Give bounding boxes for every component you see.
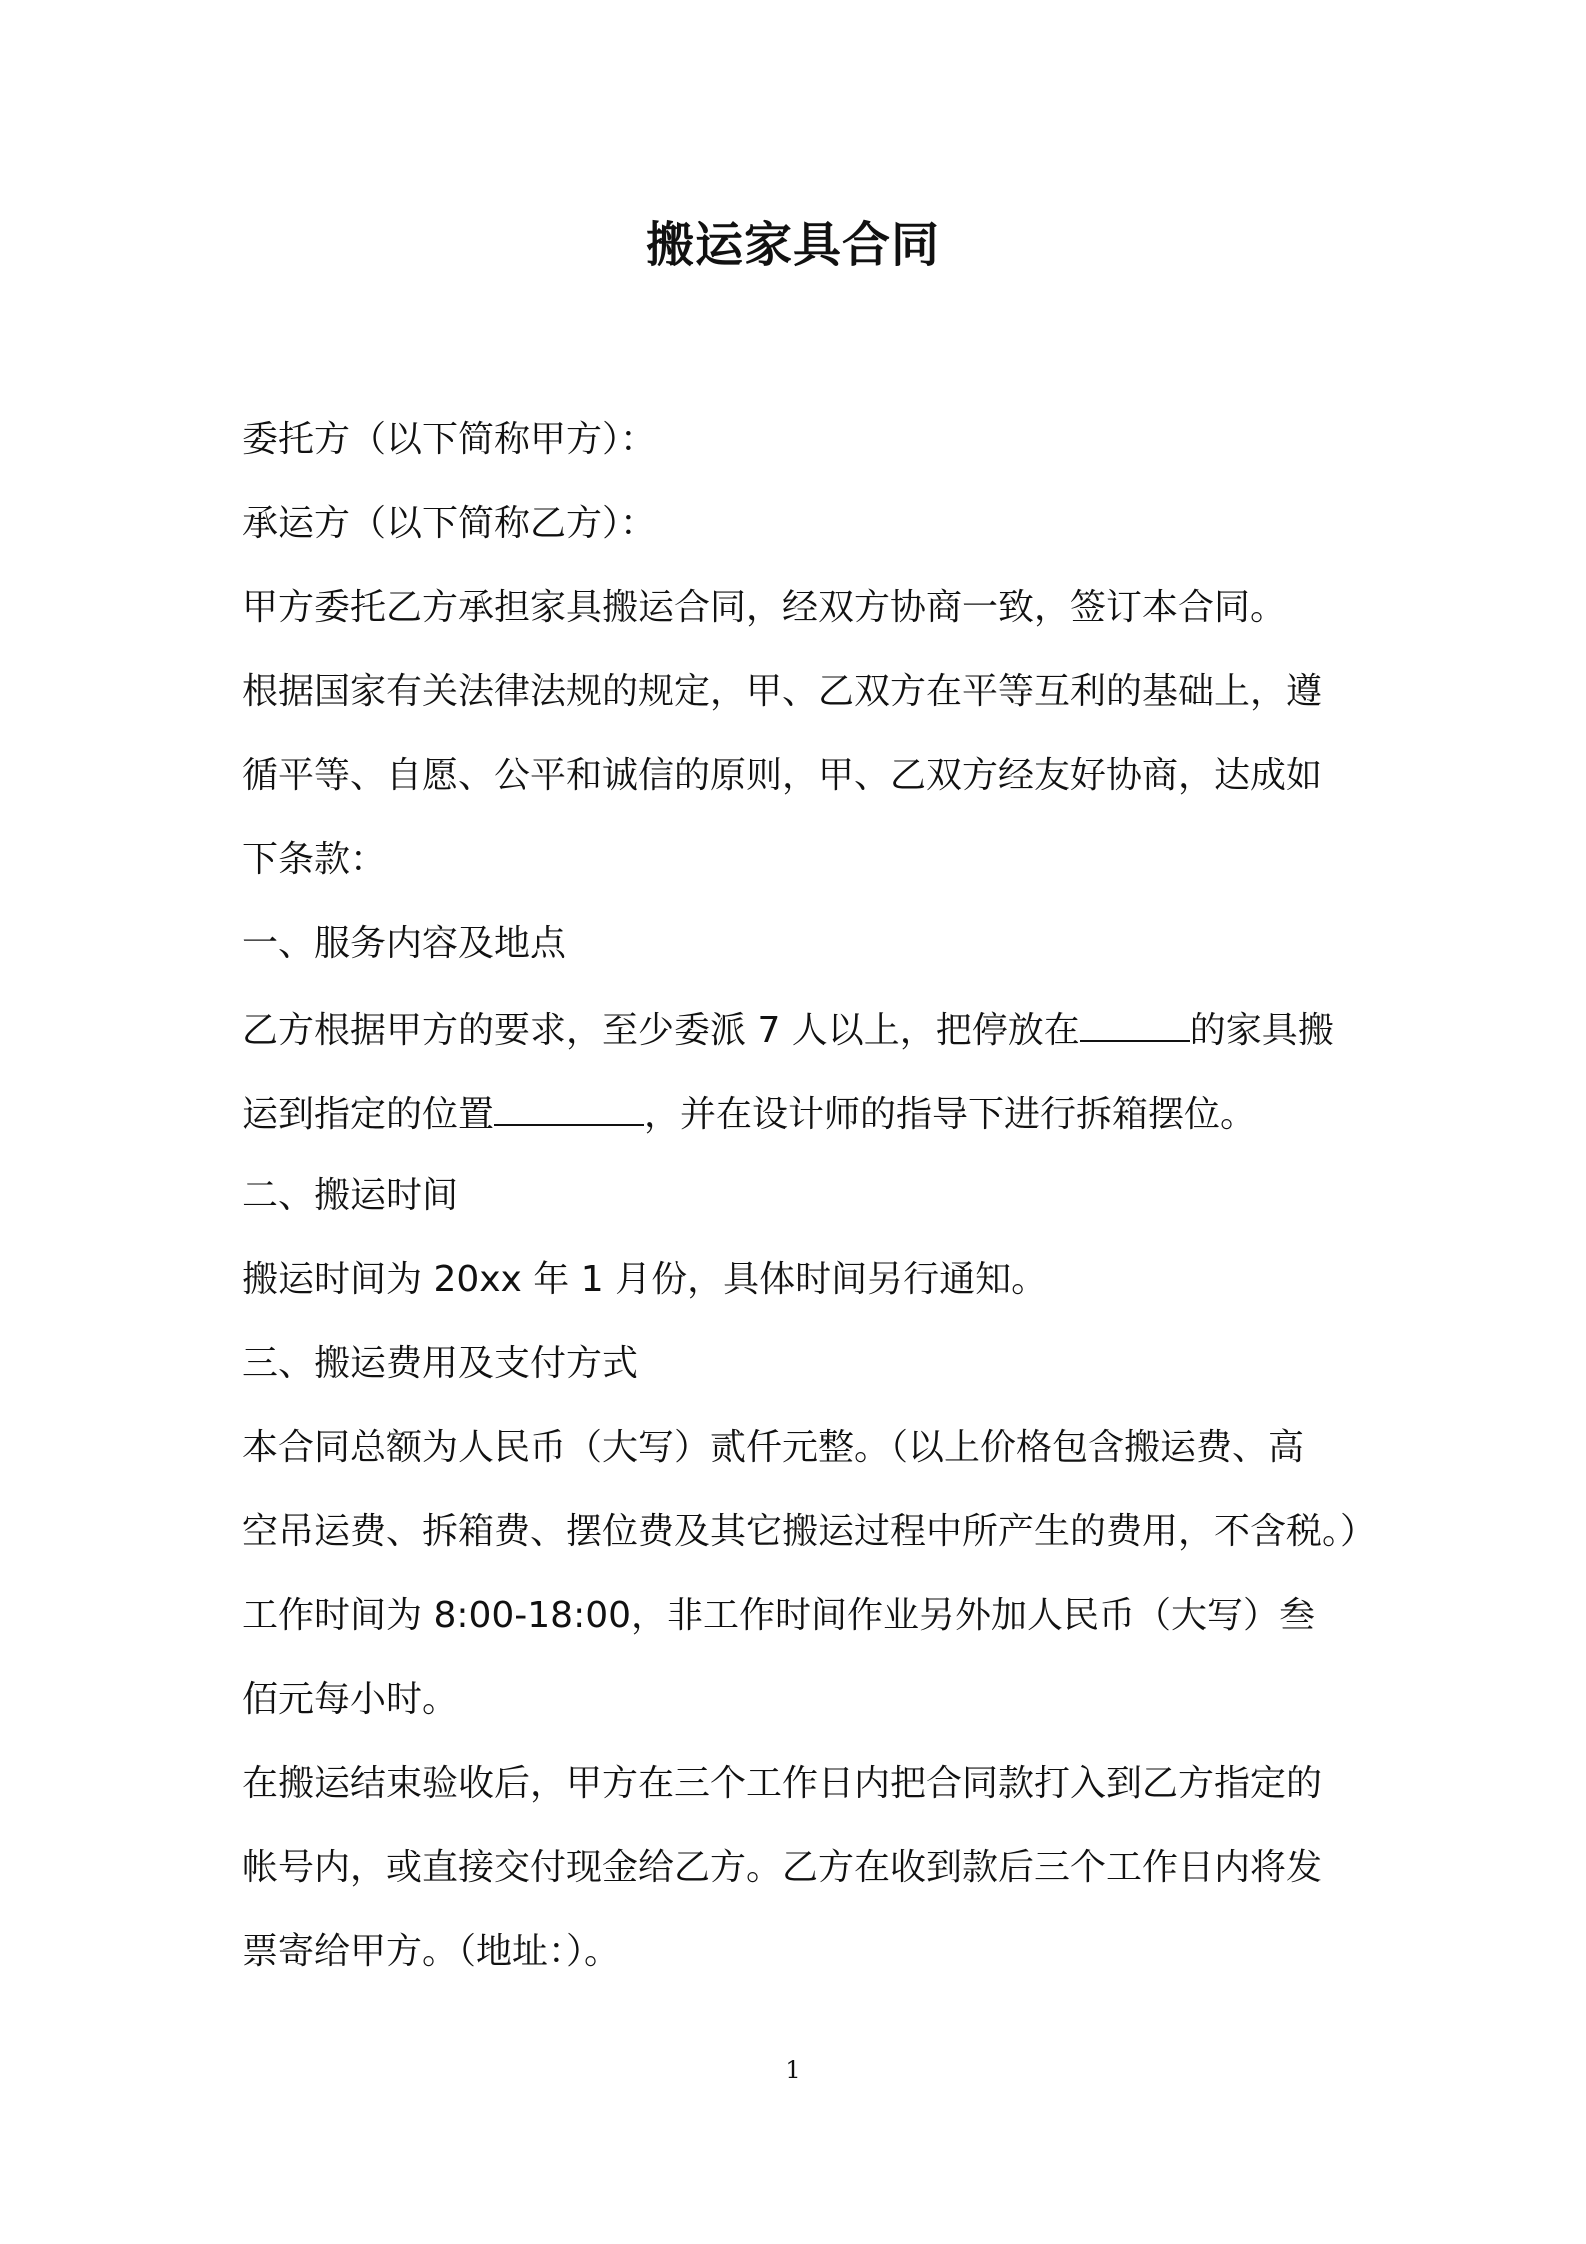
section1-paragraph-line-1 xyxy=(242,1000,1334,1059)
basis-line-3: 下条款： xyxy=(242,839,387,880)
party-a-line: 委托方（以下简称甲方）： xyxy=(242,419,657,460)
page-number: 1 xyxy=(785,2056,801,2084)
section2-text: 搬运时间为 20xx 年 1 月份，具体时间另行通知。 xyxy=(242,1259,1048,1300)
section1-text-c: 运到指定的位置 xyxy=(242,1094,495,1135)
section3-line-1: 本合同总额为人民币（大写）贰仟元整。（以上价格包含搬运费、高 xyxy=(242,1427,1305,1468)
intro-line: 甲方委托乙方承担家具搬运合同，经双方协商一致，签订本合同。 xyxy=(242,587,1287,628)
section3-line-6: 帐号内，或直接交付现金给乙方。乙方在收到款后三个工作日内将发 xyxy=(242,1847,1323,1888)
section3-line-4: 佰元每小时。 xyxy=(242,1679,459,1720)
party-b-line: 承运方（以下简称乙方）： xyxy=(242,503,657,544)
section3-line-2: 空吊运费、拆箱费、摆位费及其它搬运过程中所产生的费用，不含税。） xyxy=(242,1511,1377,1552)
section1-heading: 一、服务内容及地点 xyxy=(242,923,567,964)
section1-text-b: 的家具搬 xyxy=(1189,1010,1334,1051)
section3-line-3: 工作时间为 8:00-18:00，非工作时间作业另外加人民币（大写）叁 xyxy=(242,1595,1316,1636)
origin-blank-field xyxy=(1080,1000,1190,1042)
basis-line-2: 循平等、自愿、公平和诚信的原则，甲、乙双方经友好协商，达成如 xyxy=(242,755,1323,796)
section3-heading: 三、搬运费用及支付方式 xyxy=(242,1343,639,1384)
section1-paragraph-line-2 xyxy=(242,1084,1256,1143)
basis-line-1: 根据国家有关法律法规的规定，甲、乙双方在平等互利的基础上，遵 xyxy=(242,671,1323,712)
destination-blank-field xyxy=(494,1084,644,1126)
section1-text-d: ，并在设计师的指导下进行拆箱摆位。 xyxy=(644,1094,1257,1135)
section1-text-a: 乙方根据甲方的要求，至少委派 7 人以上，把停放在 xyxy=(242,1010,1080,1051)
section2-heading: 二、搬运时间 xyxy=(242,1175,459,1216)
document-title: 搬运家具合同 xyxy=(645,217,940,273)
section3-line-5: 在搬运结束验收后，甲方在三个工作日内把合同款打入到乙方指定的 xyxy=(242,1763,1323,1804)
section3-line-7: 票寄给甲方。（地址：）。 xyxy=(242,1931,621,1972)
